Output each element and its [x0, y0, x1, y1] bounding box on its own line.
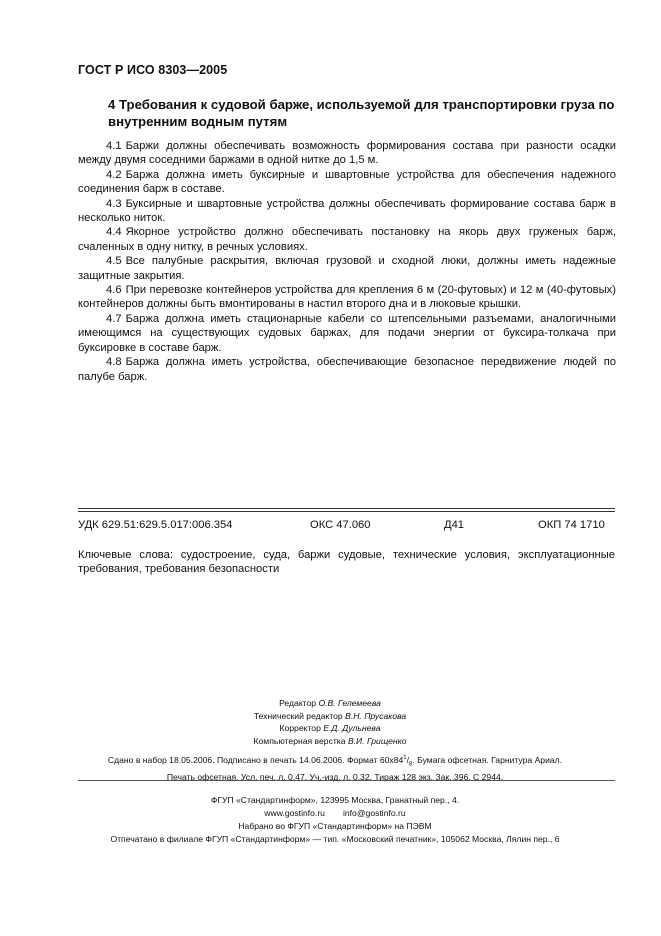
oks-code: ОКС 47.060: [310, 519, 371, 531]
paragraph-4-8: 4.8 Баржа должна иметь устройства, обеспечивающие безопасное передвижение людей по палубе барж.: [78, 356, 616, 383]
credit-layout: Компьютерная верстка В.И. Грищенко: [253, 735, 407, 746]
divider-top-second: [78, 511, 615, 512]
paragraph-4-6: 4.6 При перевозке контейнеров устройства для крепления 6 м (20-футовых) и 12 м (40-футовых) контейнеров должны быть вмонтированы в настил второго дна и в люковые крышки.: [78, 284, 616, 311]
section-heading: 4 Требования к судовой барже, используемой для транспортировки груза по внутренним водным путям: [108, 97, 615, 129]
paragraph-4-5: 4.5 Все палубные раскрытия, включая грузовой и сходной люки, должны иметь надежные защитные закрытия.: [78, 255, 616, 282]
paragraph-4-2: 4.2 Баржа должна иметь буксирные и швартовные устройства для обеспечения надежного соединения барж в составе.: [78, 168, 616, 196]
paragraph-4-1: 4.1 Баржи должны обеспечивать возможность формирования состава при разности осадки между двумя соседними баржами в одной нитке до 1,5 м.: [78, 140, 616, 167]
paragraph-4-7: 4.7 Баржа должна иметь стационарные кабели со штепсельными разъемами, аналогичными имеющимся на существующих судовых баржах, для подачи энергии от буксира-толкача при буксировке в составе барж.: [78, 312, 616, 354]
document-code: ГОСТ Р ИСО 8303—2005: [78, 63, 228, 77]
divider-bottom: [78, 780, 615, 781]
d-code: Д41: [444, 519, 465, 531]
credit-editor: Редактор О.В. Гелемеева: [279, 698, 381, 708]
paragraph-4-3: 4.3 Буксирные и швартовные устройства должны обеспечивать формирование состава барж в несколько ниток.: [78, 197, 616, 225]
divider-top: [78, 508, 615, 509]
credit-corrector: Корректор Е.Д. Дульнева: [279, 723, 381, 734]
print-info-line-2: Печать офсетная. Усл. печ. л. 0,47. Уч.-изд. л. 0,32. Тираж 128 экз. Зак. 396. С 2944.: [166, 772, 504, 783]
okp-code: ОКП 74 1710: [538, 519, 605, 531]
publisher-typeset: Набрано во ФГУП «Стандартинформ» на ПЭВМ: [238, 821, 432, 831]
print-info-line-1: Сдано в набор 18.05.2006. Подписано в печать 14.06.2006. Формат $60x84^1/_8$. Бумага офсетная. Гарнитура Ариал.: [107, 754, 563, 768]
credit-tech-editor: Технический редактор В.Н. Прусакова: [253, 710, 407, 721]
publisher-contacts: [100, 807, 570, 820]
publisher-address: ФГУП «Стандартинформ», 123995 Москва, Гранатный пер., 4.: [210, 795, 460, 805]
udk-code: УДК 629.51:629.5.017:006.354: [78, 519, 233, 531]
section-body: [78, 139, 616, 384]
publisher-block: [100, 794, 570, 846]
paragraph-4-4: 4.4 Якорное устройство должно обеспечивать постановку на якорь двух груженых барж, счаленных в одну нитку, в речных условиях.: [78, 226, 616, 253]
classification-row: [78, 519, 615, 535]
publisher-email-link[interactable]: info@gostinfo.ru: [342, 808, 406, 818]
credits-block: [200, 697, 460, 747]
print-info: [100, 752, 570, 784]
keywords: Ключевые слова: судостроение, суда, баржи судовые, технические условия, эксплуатационные требования, требования безопасности: [78, 549, 615, 576]
publisher-website-link[interactable]: www.gostinfo.ru: [264, 808, 325, 818]
publisher-printed: Отпечатано в филиале ФГУП «Стандартинформ» — тип. «Московский печатник», 105062 Москва, Лялин пер., 6: [110, 834, 560, 844]
